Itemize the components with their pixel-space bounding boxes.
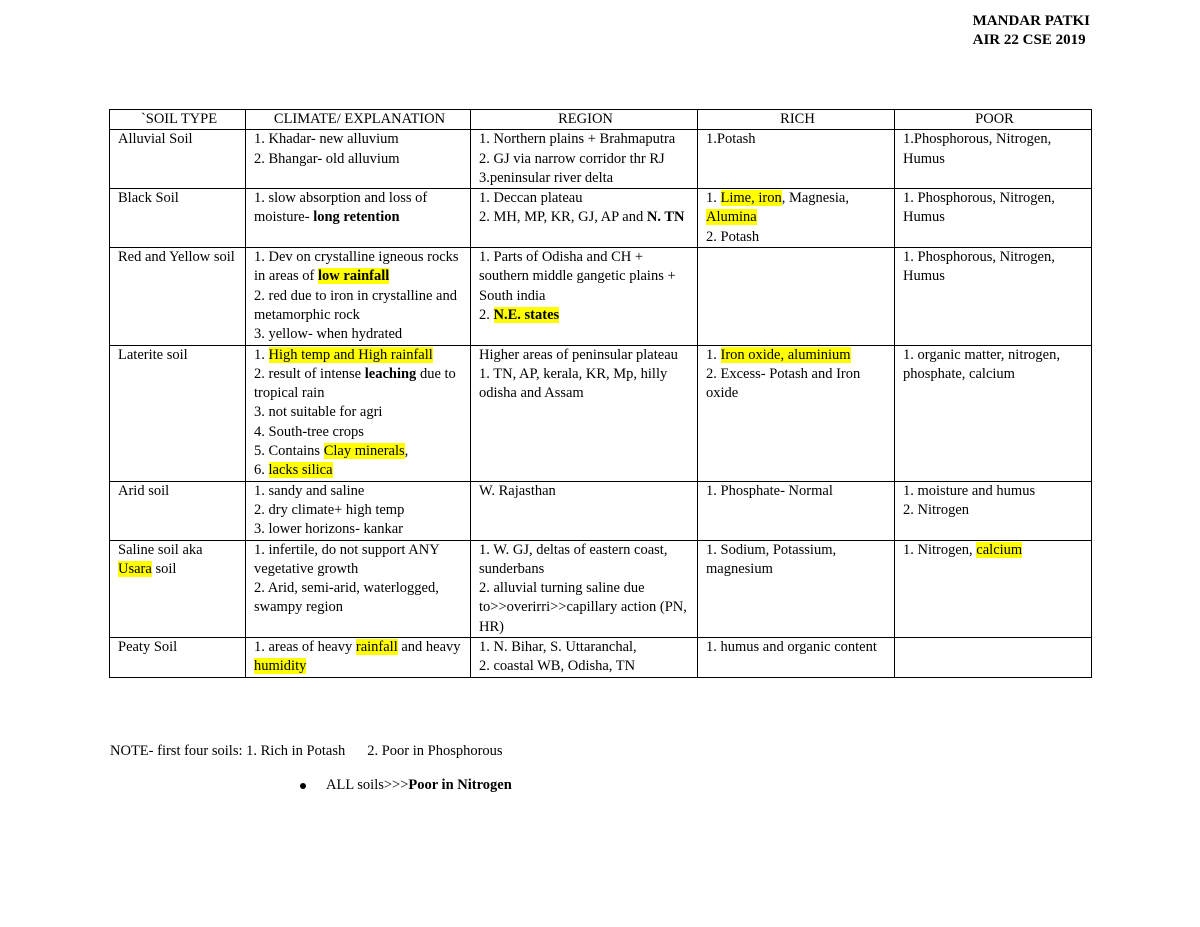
soil-table xyxy=(109,109,1092,678)
col-header-region: REGION xyxy=(471,110,698,130)
cell-text: 1. Sodium, Potassium, magnesium xyxy=(706,541,837,577)
cell-line xyxy=(254,150,465,169)
cell-line xyxy=(254,520,465,539)
cell-text: Saline soil aka xyxy=(118,541,203,558)
col-header-climate: CLIMATE/ EXPLANATION xyxy=(246,110,471,130)
cell-line xyxy=(903,248,1086,287)
cell-climate xyxy=(246,248,471,345)
table-row xyxy=(110,638,1092,678)
cell-text: 1. xyxy=(706,190,721,207)
cell-text: 1. areas of heavy xyxy=(254,639,356,656)
cell-line xyxy=(479,541,692,580)
cell-line xyxy=(254,248,465,287)
col-header-rich: RICH xyxy=(698,110,895,130)
cell-text: 4. South-tree crops xyxy=(254,423,364,440)
bullet-bold-text: Poor in Nitrogen xyxy=(408,777,512,793)
cell-text: 2. coastal WB, Odisha, TN xyxy=(479,658,636,675)
cell-line xyxy=(254,461,465,480)
cell-line xyxy=(706,189,889,228)
bullet-prefix: ALL soils>>> xyxy=(326,777,409,793)
cell-text: 1. slow absorption and loss of moisture- xyxy=(254,190,428,226)
cell-text: 2. Potash xyxy=(706,228,760,245)
cell-text: 1. moisture and humus xyxy=(903,482,1036,499)
table-body xyxy=(110,130,1092,677)
cell-text: 2. Arid, semi-arid, waterlogged, swampy region xyxy=(254,580,439,616)
cell-text: 2. Nitrogen xyxy=(903,501,970,518)
col-header-poor: POOR xyxy=(895,110,1092,130)
cell-text: 2. MH, MP, KR, GJ, AP and xyxy=(479,209,647,226)
cell-line xyxy=(479,346,692,365)
cell-line xyxy=(479,306,692,325)
highlighted-text: humidity xyxy=(254,658,307,675)
cell-rich xyxy=(698,540,895,637)
cell-text: 2. Excess- Potash and Iron oxide xyxy=(706,365,861,402)
cell-text: , Magnesia, xyxy=(781,190,849,207)
cell-line xyxy=(903,346,1086,385)
cell-region xyxy=(471,638,698,678)
cell-line xyxy=(479,130,692,149)
cell-line xyxy=(118,541,240,580)
cell-poor xyxy=(895,130,1092,189)
cell-text: Red and Yellow soil xyxy=(118,249,235,266)
cell-text: 1. Phosphorous, Nitrogen, Humus xyxy=(903,190,1055,226)
highlighted-text: rainfall xyxy=(355,639,398,656)
cell-climate xyxy=(246,638,471,678)
bold-text: N. TN xyxy=(646,209,685,226)
cell-line xyxy=(479,579,692,637)
cell-text: 1. Northern plains + Brahmaputra xyxy=(479,131,676,148)
cell-line xyxy=(254,482,465,501)
cell-climate xyxy=(246,540,471,637)
cell-text: and heavy xyxy=(397,639,461,656)
cell-line xyxy=(254,501,465,520)
cell-line xyxy=(479,248,692,306)
cell-type xyxy=(110,345,246,481)
cell-line xyxy=(903,501,1086,520)
cell-text: 1. humus and organic content xyxy=(706,639,877,656)
cell-line xyxy=(903,541,1086,560)
note-part-1: NOTE- first four soils: 1. Rich in Potash xyxy=(110,743,346,759)
note-part-2: 2. Poor in Phosphorous xyxy=(367,743,503,759)
table-row xyxy=(110,248,1092,345)
cell-rich xyxy=(698,248,895,345)
author-subtitle: AIR 22 CSE 2019 xyxy=(972,32,1086,48)
highlighted-text: Lime, iron xyxy=(720,190,782,207)
cell-line xyxy=(479,365,692,404)
note-line xyxy=(110,743,503,760)
bold-text: leaching xyxy=(364,365,417,382)
cell-text: 3.peninsular river delta xyxy=(479,169,614,186)
cell-text: Peaty Soil xyxy=(118,639,178,656)
cell-text: Alluvial Soil xyxy=(118,131,193,148)
cell-line xyxy=(254,346,465,365)
cell-rich xyxy=(698,638,895,678)
cell-poor xyxy=(895,189,1092,248)
cell-poor xyxy=(895,248,1092,345)
cell-line xyxy=(706,365,889,404)
cell-type xyxy=(110,130,246,189)
cell-line xyxy=(254,189,465,228)
author-name: MANDAR PATKI xyxy=(972,13,1090,29)
cell-text: Arid soil xyxy=(118,482,170,499)
col-header-soil-type: `SOIL TYPE xyxy=(110,110,246,130)
cell-region xyxy=(471,189,698,248)
cell-line xyxy=(479,638,692,657)
cell-type xyxy=(110,638,246,678)
cell-text: 1. organic matter, nitrogen, phosphate, calcium xyxy=(903,346,1060,382)
cell-line xyxy=(479,657,692,676)
cell-line xyxy=(254,365,465,404)
cell-line xyxy=(254,325,465,344)
cell-text: 1. Phosphate- Normal xyxy=(706,482,833,499)
cell-line xyxy=(479,150,692,169)
cell-climate xyxy=(246,481,471,540)
highlighted-text: N.E. states xyxy=(493,306,560,323)
highlighted-text: High temp and High rainfall xyxy=(268,346,433,363)
cell-rich xyxy=(698,130,895,189)
cell-text: 2. GJ via narrow corridor thr RJ xyxy=(479,150,665,167)
cell-text: 1. infertile, do not support ANY vegetative growth xyxy=(254,541,440,577)
cell-region xyxy=(471,481,698,540)
cell-line xyxy=(479,169,692,188)
table-header-row xyxy=(110,110,1092,130)
cell-line xyxy=(903,189,1086,228)
cell-line xyxy=(479,189,692,208)
cell-line xyxy=(254,423,465,442)
cell-text: 1. Dev on crystalline igneous rocks in areas of xyxy=(254,249,459,285)
cell-text: 3. lower horizons- kankar xyxy=(254,521,403,538)
cell-rich xyxy=(698,345,895,481)
cell-text: Higher areas of peninsular plateau xyxy=(479,346,678,363)
cell-type xyxy=(110,481,246,540)
highlighted-text: Iron oxide, aluminium xyxy=(720,346,851,363)
cell-text: 2. red due to iron in crystalline and metamorphic rock xyxy=(254,287,457,323)
cell-type xyxy=(110,189,246,248)
table-row xyxy=(110,540,1092,637)
highlighted-text: Alumina xyxy=(706,209,757,226)
bullet-item xyxy=(300,777,512,794)
cell-poor xyxy=(895,540,1092,637)
cell-text: soil xyxy=(151,560,177,577)
cell-line xyxy=(118,346,240,365)
highlighted-text: Usara xyxy=(118,560,152,577)
cell-text: 2. Bhangar- old alluvium xyxy=(254,150,400,167)
cell-text: 1. Deccan plateau xyxy=(479,190,583,207)
cell-text: 1. xyxy=(254,346,269,363)
cell-line xyxy=(706,346,889,365)
cell-text: 3. yellow- when hydrated xyxy=(254,326,403,343)
cell-text: 2. xyxy=(479,306,494,323)
cell-text: 1. sandy and saline xyxy=(254,482,365,499)
cell-line xyxy=(118,189,240,208)
cell-climate xyxy=(246,130,471,189)
cell-text: 1. W. GJ, deltas of eastern coast, sunderbans xyxy=(479,541,668,577)
cell-climate xyxy=(246,189,471,248)
cell-text: W. Rajasthan xyxy=(479,482,556,499)
cell-text: 3. not suitable for agri xyxy=(254,404,383,421)
cell-line xyxy=(479,482,692,501)
cell-text: 6. xyxy=(254,462,269,479)
cell-text: 1. Nitrogen, xyxy=(903,541,977,558)
cell-line xyxy=(254,287,465,326)
cell-line xyxy=(254,579,465,618)
cell-line xyxy=(903,130,1086,169)
cell-region xyxy=(471,345,698,481)
cell-region xyxy=(471,130,698,189)
table-row xyxy=(110,481,1092,540)
cell-line xyxy=(254,638,465,677)
cell-text: 1. xyxy=(706,346,721,363)
cell-text: 2. alluvial turning saline due to>>overirri>>capillary action (PN, HR) xyxy=(479,580,687,635)
bullet-dot-icon xyxy=(300,783,306,789)
cell-rich xyxy=(698,481,895,540)
cell-line xyxy=(254,442,465,461)
cell-text: 1.Phosphorous, Nitrogen, Humus xyxy=(903,131,1052,167)
cell-text: Black Soil xyxy=(118,190,179,207)
cell-text: due to tropical rain xyxy=(254,365,456,402)
table-row xyxy=(110,130,1092,189)
cell-text: 2. result of intense xyxy=(254,365,365,382)
cell-line xyxy=(254,403,465,422)
cell-type xyxy=(110,540,246,637)
cell-region xyxy=(471,248,698,345)
cell-line xyxy=(903,482,1086,501)
cell-text: Laterite soil xyxy=(118,346,188,363)
cell-line xyxy=(706,228,889,247)
bold-text: long retention xyxy=(313,209,400,226)
cell-climate xyxy=(246,345,471,481)
highlighted-text: calcium xyxy=(976,541,1023,558)
cell-text: 1. Khadar- new alluvium xyxy=(254,131,399,148)
cell-rich xyxy=(698,189,895,248)
cell-poor xyxy=(895,638,1092,678)
cell-line xyxy=(479,208,692,227)
cell-line xyxy=(118,248,240,267)
highlighted-text: lacks silica xyxy=(268,462,333,479)
author-block xyxy=(973,12,1090,50)
cell-line xyxy=(706,638,889,657)
cell-poor xyxy=(895,481,1092,540)
cell-line xyxy=(118,130,240,149)
table-row xyxy=(110,345,1092,481)
cell-line xyxy=(254,130,465,149)
cell-text: 1. Phosphorous, Nitrogen, Humus xyxy=(903,249,1055,285)
table-row xyxy=(110,189,1092,248)
cell-line xyxy=(254,541,465,580)
cell-line xyxy=(118,638,240,657)
highlighted-text: Clay minerals xyxy=(323,443,405,460)
cell-text: 1. TN, AP, kerala, KR, Mp, hilly odisha and Assam xyxy=(479,365,668,402)
cell-type xyxy=(110,248,246,345)
cell-line xyxy=(706,541,889,580)
cell-text: 1. N. Bihar, S. Uttaranchal, xyxy=(479,639,637,656)
cell-line xyxy=(118,482,240,501)
cell-region xyxy=(471,540,698,637)
cell-text: 5. Contains xyxy=(254,443,324,460)
cell-text: 1.Potash xyxy=(706,131,756,148)
cell-line xyxy=(706,482,889,501)
cell-poor xyxy=(895,345,1092,481)
cell-text: 1. Parts of Odisha and CH + southern middle gangetic plains + South india xyxy=(479,249,676,304)
cell-text: , xyxy=(404,443,409,460)
highlighted-text: low rainfall xyxy=(318,268,390,285)
cell-line xyxy=(706,130,889,149)
cell-text: 2. dry climate+ high temp xyxy=(254,501,405,518)
